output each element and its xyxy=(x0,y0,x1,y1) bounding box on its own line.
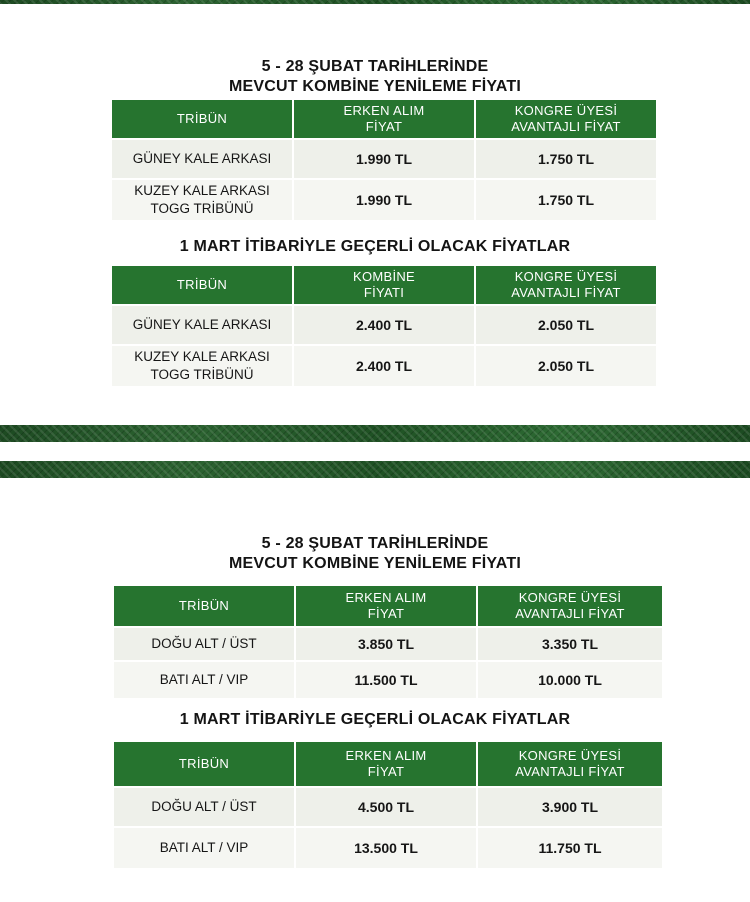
table-header-row xyxy=(114,742,662,786)
grass-divider-band xyxy=(0,461,750,478)
price-cell: 13.500 TL xyxy=(296,828,476,868)
member-price-cell: 11.750 TL xyxy=(478,828,662,868)
column-header-tribune: TRİBÜN xyxy=(114,742,294,786)
section3-price-table xyxy=(112,586,664,698)
column-header-member-price: KONGRE ÜYESİ AVANTAJLI FİYAT xyxy=(478,586,662,626)
column-header-member-price: KONGRE ÜYESİ AVANTAJLI FİYAT xyxy=(478,742,662,786)
member-price-cell: 1.750 TL xyxy=(476,180,656,220)
table-row xyxy=(114,788,662,826)
column-header-tribune: TRİBÜN xyxy=(112,100,292,138)
section3-title xyxy=(0,534,750,574)
price-cell: 1.990 TL xyxy=(294,180,474,220)
top-grass-band xyxy=(0,0,750,4)
table-row xyxy=(114,828,662,868)
table-row xyxy=(112,140,656,178)
price-cell: 4.500 TL xyxy=(296,788,476,826)
price-cell: 3.850 TL xyxy=(296,628,476,660)
column-header-tribune: TRİBÜN xyxy=(112,266,292,304)
column-header-price: KOMBİNE FİYATI xyxy=(294,266,474,304)
section4-price-table xyxy=(112,742,664,868)
table-header-row xyxy=(114,586,662,626)
tribune-cell: GÜNEY KALE ARKASI xyxy=(112,140,292,178)
table-row xyxy=(114,662,662,698)
price-cell: 1.990 TL xyxy=(294,140,474,178)
member-price-cell: 10.000 TL xyxy=(478,662,662,698)
column-header-price: ERKEN ALIM FİYAT xyxy=(296,586,476,626)
member-price-cell: 3.900 TL xyxy=(478,788,662,826)
column-header-price: ERKEN ALIM FİYAT xyxy=(294,100,474,138)
column-header-member-price: KONGRE ÜYESİ AVANTAJLI FİYAT xyxy=(476,266,656,304)
section1-title-line1: 5 - 28 ŞUBAT TARİHLERİNDE xyxy=(261,58,489,75)
table-row xyxy=(112,346,656,386)
section1-title xyxy=(0,57,750,97)
column-header-tribune: TRİBÜN xyxy=(114,586,294,626)
section4-title: 1 MART İTİBARİYLE GEÇERLİ OLACAK FİYATLAR xyxy=(179,711,571,728)
section1-price-table xyxy=(110,100,658,220)
table-header-row xyxy=(112,266,656,304)
table-header-row xyxy=(112,100,656,138)
tribune-cell: DOĞU ALT / ÜST xyxy=(114,628,294,660)
table-row xyxy=(112,306,656,344)
price-cell: 2.400 TL xyxy=(294,306,474,344)
tribune-cell: KUZEY KALE ARKASI TOGG TRİBÜNÜ xyxy=(112,180,292,220)
tribune-cell: KUZEY KALE ARKASI TOGG TRİBÜNÜ xyxy=(112,346,292,386)
column-header-price: ERKEN ALIM FİYAT xyxy=(296,742,476,786)
member-price-cell: 2.050 TL xyxy=(476,346,656,386)
tribune-cell: GÜNEY KALE ARKASI xyxy=(112,306,292,344)
section3-title-line1: 5 - 28 ŞUBAT TARİHLERİNDE xyxy=(261,535,489,552)
grass-divider-band xyxy=(0,425,750,442)
table-row xyxy=(112,180,656,220)
price-cell: 11.500 TL xyxy=(296,662,476,698)
section2-title: 1 MART İTİBARİYLE GEÇERLİ OLACAK FİYATLAR xyxy=(179,238,571,255)
member-price-cell: 1.750 TL xyxy=(476,140,656,178)
price-cell: 2.400 TL xyxy=(294,346,474,386)
member-price-cell: 2.050 TL xyxy=(476,306,656,344)
table-row xyxy=(114,628,662,660)
section1-title-line2: MEVCUT KOMBİNE YENİLEME FİYATI xyxy=(229,78,521,95)
column-header-member-price: KONGRE ÜYESİ AVANTAJLI FİYAT xyxy=(476,100,656,138)
section2-price-table xyxy=(110,266,658,386)
tribune-cell: BATI ALT / VIP xyxy=(114,662,294,698)
section3-title-line2: MEVCUT KOMBİNE YENİLEME FİYATI xyxy=(229,555,521,572)
tribune-cell: BATI ALT / VIP xyxy=(114,828,294,868)
member-price-cell: 3.350 TL xyxy=(478,628,662,660)
tribune-cell: DOĞU ALT / ÜST xyxy=(114,788,294,826)
